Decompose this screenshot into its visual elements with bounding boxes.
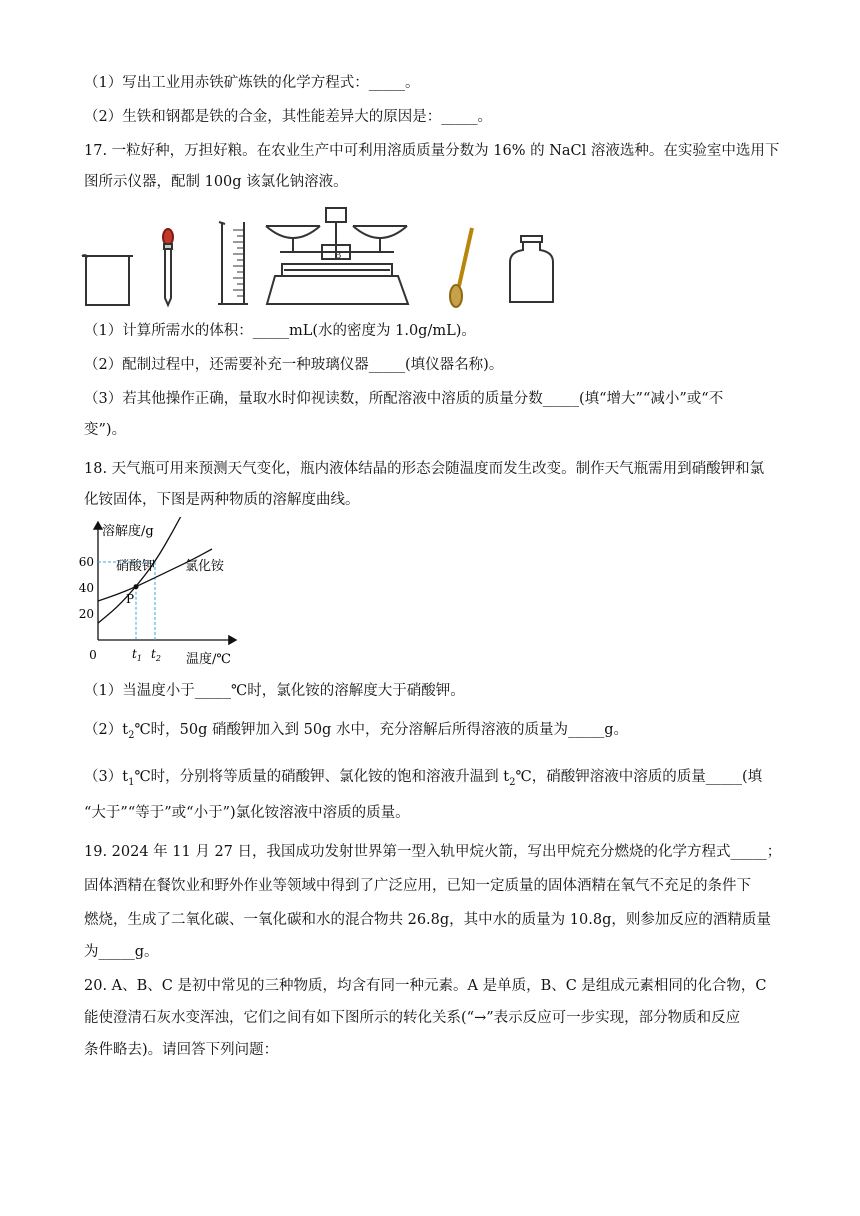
graduated-cylinder-icon — [218, 222, 248, 304]
beaker-icon — [82, 255, 133, 305]
point-p — [134, 584, 139, 589]
q18-part3-c: ℃，硝酸钾溶液中溶质的质量_____(填 — [515, 769, 763, 785]
q18-part3-b: ℃时，分别将等质量的硝酸钾、氯化铵的饱和溶液升温到 t — [134, 769, 510, 785]
y-axis-label: 溶解度/g — [102, 524, 154, 539]
q20-line1: 20. A、B、C 是初中常见的三种物质，均含有同一种元素。A 是单质，B、C 是组成元素相同的化合物，C — [84, 978, 767, 994]
x-tick-label: $t_2$ — [151, 647, 161, 663]
q18-part3-line1 — [84, 767, 762, 793]
q20-line3: 条件略去)。请回答下列问题： — [84, 1042, 279, 1058]
q18-stem-line1: 18. 天气瓶可用来预测天气变化，瓶内液体结晶的形态会随温度而发生改变。制作天气瓶需用到硝酸钾和氯 — [84, 461, 765, 477]
lab-instruments-figure — [0, 200, 860, 310]
series-label-nh4cl: 氯化铵 — [185, 559, 225, 574]
spoon-icon — [450, 228, 472, 307]
origin-label: 0 — [89, 648, 97, 662]
q18-part3-a: （3）t — [84, 769, 129, 785]
q17-part1: （1）计算所需水的体积：_____mL(水的密度为 1.0g/mL)。 — [84, 323, 476, 339]
q18-part3-sub: 1 — [128, 777, 135, 788]
q17-part2: （2）配制过程中，还需要补充一种玻璃仪器_____(填仪器名称)。 — [84, 357, 504, 373]
y-tick-label: 40 — [78, 581, 94, 595]
q19-line4: 为_____g。 — [84, 944, 159, 960]
y-tick-label: 60 — [78, 555, 94, 569]
x-tick-label: $t_1$ — [132, 647, 142, 663]
q18-stem-line2: 化铵固体，下图是两种物质的溶解度曲线。 — [84, 492, 360, 508]
solubility-chart — [78, 517, 278, 672]
y-tick-label: 20 — [78, 607, 94, 621]
point-p-label: P — [126, 592, 135, 606]
q18-part3-line2: “大于”“等于”或“小于”)氯化铵溶液中溶质的质量。 — [84, 805, 410, 821]
reagent-bottle-icon — [510, 236, 553, 302]
q19-line1: 19. 2024 年 11 月 27 日，我国成功发射世界第一型入轨甲烷火箭，写出甲烷充分燃烧的化学方程式_____； — [84, 844, 782, 860]
series-label-kno3: 硝酸钾 — [116, 559, 156, 574]
q16-part2: （2）生铁和钢都是铁的合金，其性能差异大的原因是：_____。 — [84, 109, 492, 125]
q18-part2-a: （2）t — [84, 722, 129, 738]
x-axis-label: 温度/℃ — [186, 652, 231, 667]
q18-part2-sub: 2 — [128, 730, 135, 741]
q17-part3-line1: （3）若其他操作正确，量取水时仰视读数，所配溶液中溶质的质量分数_____(填“增大”“减小”或“不 — [84, 391, 724, 407]
q18-part2-b: ℃时，50g 硝酸钾加入到 50g 水中，充分溶解后所得溶液的质量为_____g。 — [134, 722, 628, 738]
q17-stem-line1: 17. 一粒好种，万担好粮。在农业生产中可利用溶质质量分数为 16% 的 NaCl 溶液选种。在实验室中选用下 — [84, 143, 780, 159]
q18-part2 — [84, 720, 628, 746]
balance-letter: B — [334, 251, 342, 261]
q17-stem-line2: 图所示仪器，配制 100g 该氯化钠溶液。 — [84, 174, 348, 190]
q20-line2: 能使澄清石灰水变浑浊，它们之间有如下图所示的转化关系(“→”表示反应可一步实现，部分物质和反应 — [84, 1010, 741, 1026]
q16-part1: （1）写出工业用赤铁矿炼铁的化学方程式：_____。 — [84, 75, 420, 91]
q17-part3-line2: 变”)。 — [84, 422, 127, 438]
q19-line3: 燃烧，生成了二氧化碳、一氧化碳和水的混合物共 26.8g，其中水的质量为 10.8g，则参加反应的酒精质量 — [84, 912, 771, 928]
q18-part1: （1）当温度小于_____℃时，氯化铵的溶解度大于硝酸钾。 — [84, 683, 465, 699]
q18-part3-sub2: 2 — [509, 777, 516, 788]
dropper-icon — [163, 229, 173, 305]
q19-line2: 固体酒精在餐饮业和野外作业等领域中得到了广泛应用，已知一定质量的固体酒精在氧气不充足的条件下 — [84, 878, 751, 894]
